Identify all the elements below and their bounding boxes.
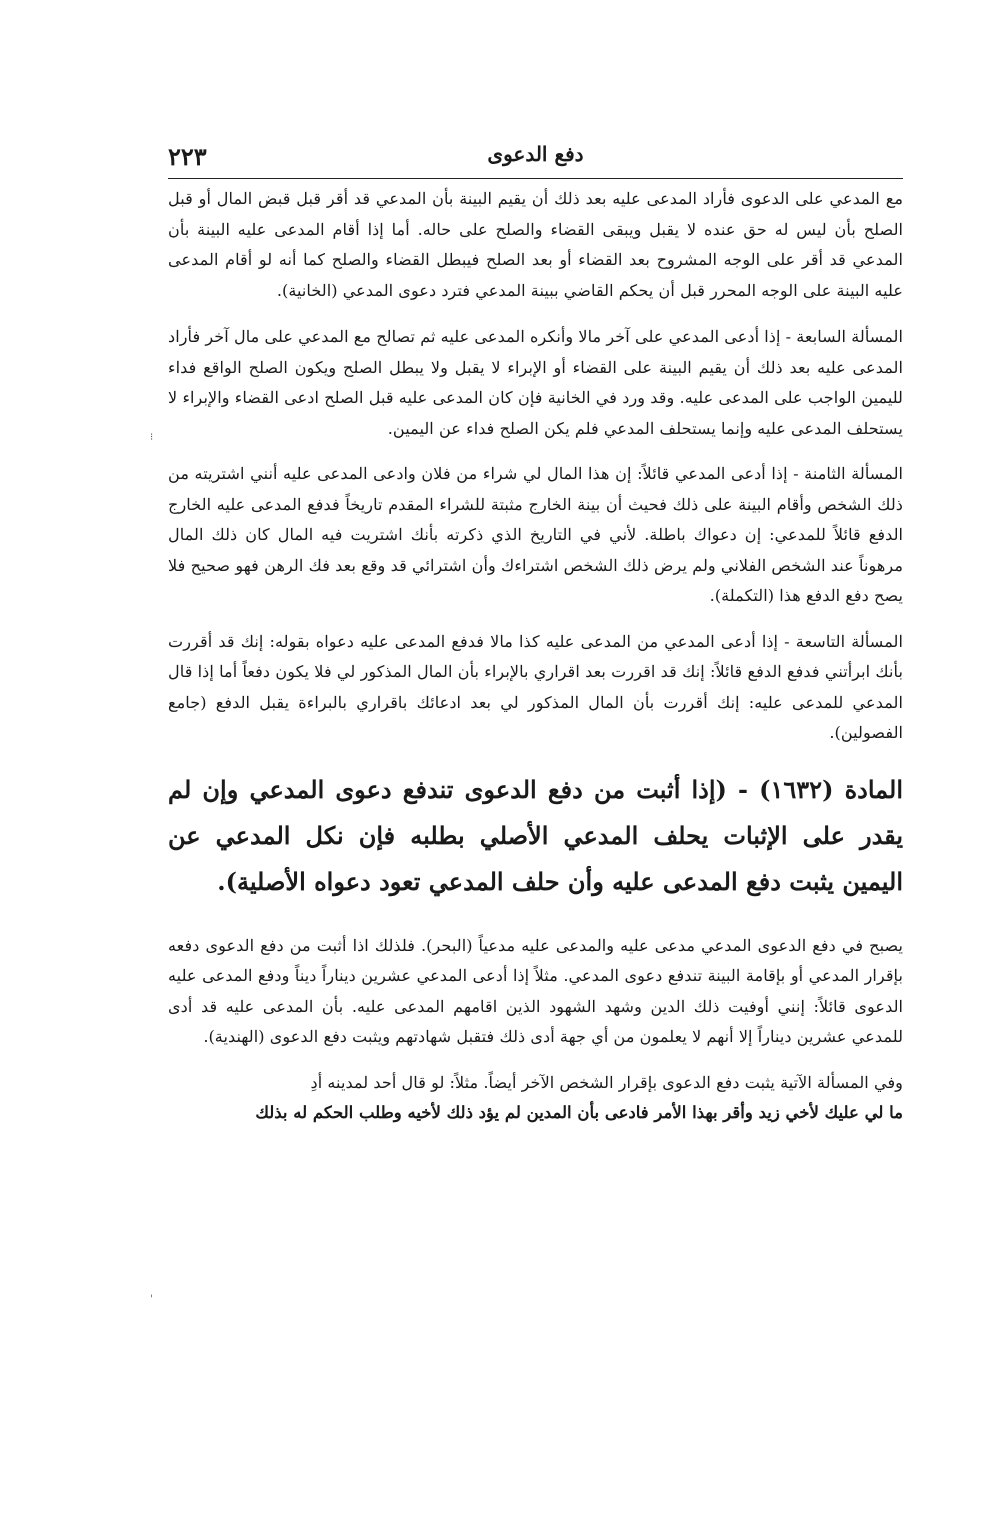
paragraph-last <box>168 1068 903 1129</box>
running-title: دفع الدعوى <box>487 142 584 166</box>
paragraph-issue-eight: المسألة الثامنة - إذا أدعى المدعي قائلاً: إن هذا المال لي شراء من فلان وادعى المدعى عليه أنني اشتريته من ذلك الشخص وأقام البينة على ذلك فحيث أن بينة الخارج مثبتة للشراء المقدم تاريخاً فدفع المدعى عليه الخارج الدفع قائلاً للمدعي: إن دعواك باطلة. لأني في التاريخ الذي ذكرته بأنك اشتريت فيه المال كان ذلك المال مرهوناً عند الشخص الفلاني ولم يرض ذلك الشخص اشتراءك وأن اشترائي قد وقع بعد فك الرهن فهو صحيح فلا يصح دفع الدفع هذا (التكملة). <box>168 464 903 605</box>
paragraph-issue-nine: المسألة التاسعة - إذا أدعى المدعي من المدعى عليه كذا مالا فدفع المدعى عليه دعواه بقوله: إنك قد أقررت بأنك ابرأتني فدفع الدفع قائلاً: إنك قد اقررت بعد اقراري بالإبراء بأن المال المذكور لي فلا يكون دفعاً أما إذا قال المدعي للمدعى عليه: إنك أقررت بأن المال المذكور لي بعد ادعائك باقراري بالبراءة يقبل الدفع (جامع الفصولين). <box>168 631 903 742</box>
paragraph-continuation: مع المدعي على الدعوى فأراد المدعى عليه بعد ذلك أن يقيم البينة بأن المدعي قد أقر قبل قبض المال أو قبل الصلح بأن ليس له حق عنده لا يقبل ويبقى القضاء والصلح على حاله. أما إذا أقام المدعى عليه البينة بأن المدعي قد أقر على الوجه المشروح بعد القضاء أو بعد الصلح فيبطل القضاء والصلح كما أنه لو أقام المدعى عليه البينة على الوجه المحرر قبل أن يحكم القاضي ببينة المدعي فترد دعوى المدعي (الخانية). <box>168 189 903 300</box>
page-number: ٢٢٣ <box>168 142 207 171</box>
article-1632: المادة (١٦٣٢) - (إذا أثبت من دفع الدعوى تندفع دعوى المدعي وإن لم يقدر على الإثبات يحلف المدعي الأصلي بطلبه فإن نكل المدعي عن اليمين يثبت دفع المدعى عليه وأن حلف المدعي تعود دعواه الأصلية). <box>168 774 903 896</box>
margin-mark: ' <box>150 1294 153 1305</box>
margin-mark: ⁝ <box>150 432 154 443</box>
paragraph-issue-seven: المسألة السابعة - إذا أدعى المدعي على آخر مالا وأنكره المدعى عليه ثم تصالح مع المدعي على مال آخر فأراد المدعى عليه بعد ذلك أن يقيم البينة على القضاء أو الإبراء لا يقبل ولا يبطل الصلح ويكون الصلح الواقع فداء لليمين الواجب على المدعى عليه. وقد ورد في الخانية فإن كان المدعى عليه قبل الصلح ادعى القضاء والإبراء لا يستحلف المدعى عليه وإنما يستحلف المدعي فلم يكن الصلح فداء عن اليمين. <box>168 327 903 438</box>
paragraph-commentary: يصبح في دفع الدعوى المدعي مدعى عليه والمدعى عليه مدعياً (البحر). فلذلك اذا أثبت من دفع الدعوى دفعه بإقرار المدعي أو بإقامة البينة تندفع دعوى المدعي. مثلاً إذا أدعى المدعي عشرين ديناراً ديناً ودفع المدعى عليه الدعوى قائلاً: إنني أوفيت ذلك الدين وشهد الشهود الذين اقامهم المدعى عليه. بأن المدعى عليه قد أدى للمدعي عشرين ديناراً إلا أنهم لا يعلمون من أي جهة أدى ذلك فتقبل شهادتهم ويثبت دفع الدعوى (الهندية). <box>168 935 903 1046</box>
paragraph-last-line-2: ما لي عليك لأخي زيد وأقر بهذا الأمر فادعى بأن المدين لم يؤد ذلك لأخيه وطلب الحكم له بذلك <box>255 1103 903 1122</box>
running-head <box>168 138 903 178</box>
body-text <box>168 184 903 1129</box>
paragraph-last-line-1: وفي المسألة الآتية يثبت دفع الدعوى بإقرار الشخص الآخر أيضاً. مثلاً: لو قال أحد لمدينه أدِ <box>310 1072 903 1092</box>
header-rule <box>168 178 903 179</box>
